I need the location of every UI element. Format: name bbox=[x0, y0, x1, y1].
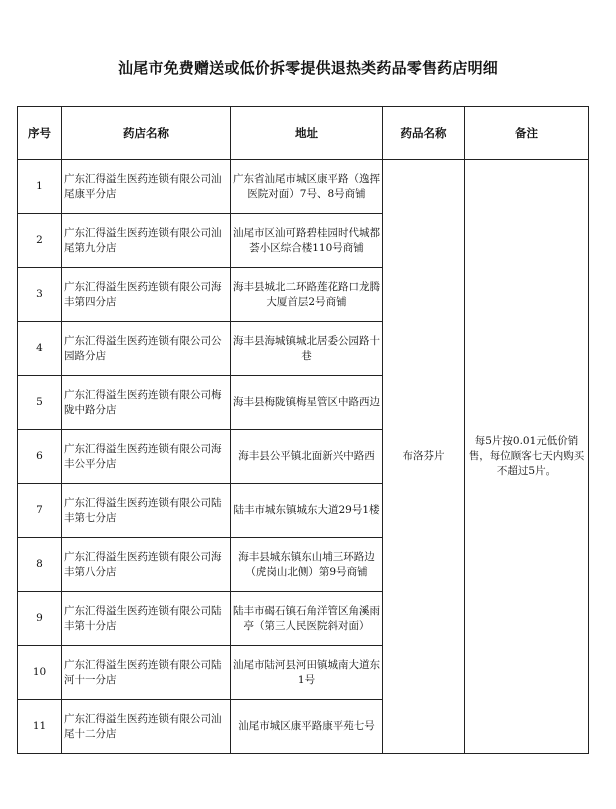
row-pharmacy-name: 广东汇得溢生医药连锁有限公司汕尾第九分店 bbox=[62, 214, 231, 268]
row-pharmacy-name: 广东汇得溢生医药连锁有限公司汕尾康平分店 bbox=[62, 160, 231, 214]
row-pharmacy-name: 广东汇得溢生医药连锁有限公司汕尾十二分店 bbox=[62, 700, 231, 754]
row-pharmacy-name: 广东汇得溢生医药连锁有限公司梅陇中路分店 bbox=[62, 376, 231, 430]
row-address: 海丰县梅陇镇梅星管区中路西边 bbox=[231, 376, 383, 430]
row-address: 海丰县公平镇北面新兴中路西 bbox=[231, 430, 383, 484]
row-seq: 8 bbox=[18, 538, 62, 592]
row-pharmacy-name: 广东汇得溢生医药连锁有限公司海丰公平分店 bbox=[62, 430, 231, 484]
row-seq: 5 bbox=[18, 376, 62, 430]
row-seq: 9 bbox=[18, 592, 62, 646]
row-pharmacy-name: 广东汇得溢生医药连锁有限公司陆河十一分店 bbox=[62, 646, 231, 700]
row-pharmacy-name: 广东汇得溢生医药连锁有限公司公园路分店 bbox=[62, 322, 231, 376]
row-seq: 2 bbox=[18, 214, 62, 268]
row-pharmacy-name: 广东汇得溢生医药连锁有限公司陆丰第七分店 bbox=[62, 484, 231, 538]
row-address: 汕尾市区汕可路碧桂园时代城都荟小区综合楼110号商铺 bbox=[231, 214, 383, 268]
header-pharmacy: 药店名称 bbox=[62, 107, 231, 160]
row-seq: 11 bbox=[18, 700, 62, 754]
row-pharmacy-name: 广东汇得溢生医药连锁有限公司陆丰第十分店 bbox=[62, 592, 231, 646]
header-remark: 备注 bbox=[465, 107, 589, 160]
row-address: 海丰县海城镇城北居委公园路十巷 bbox=[231, 322, 383, 376]
header-drug: 药品名称 bbox=[383, 107, 465, 160]
row-address: 汕尾市陆河县河田镇城南大道东1号 bbox=[231, 646, 383, 700]
page-title: 汕尾市免费赠送或低价拆零提供退热类药品零售药店明细 bbox=[117, 59, 498, 77]
row-seq: 10 bbox=[18, 646, 62, 700]
row-pharmacy-name: 广东汇得溢生医药连锁有限公司海丰第四分店 bbox=[62, 268, 231, 322]
drug-name-cell: 布洛芬片 bbox=[383, 160, 465, 754]
row-seq: 7 bbox=[18, 484, 62, 538]
row-seq: 3 bbox=[18, 268, 62, 322]
table-row bbox=[18, 160, 589, 214]
row-seq: 4 bbox=[18, 322, 62, 376]
pharmacy-table bbox=[17, 106, 589, 754]
row-address: 广东省汕尾市城区康平路（逸挥医院对面）7号、8号商铺 bbox=[231, 160, 383, 214]
row-address: 陆丰市城东镇城东大道29号1楼 bbox=[231, 484, 383, 538]
row-address: 陆丰市碣石镇石角洋管区角溪雨亭（第三人民医院斜对面） bbox=[231, 592, 383, 646]
row-address: 海丰县城东镇东山埔三环路边（虎岗山北侧）第9号商铺 bbox=[231, 538, 383, 592]
row-pharmacy-name: 广东汇得溢生医药连锁有限公司海丰第八分店 bbox=[62, 538, 231, 592]
row-seq: 1 bbox=[18, 160, 62, 214]
row-seq: 6 bbox=[18, 430, 62, 484]
row-address: 海丰县城北二环路莲花路口龙腾大厦首层2号商铺 bbox=[231, 268, 383, 322]
table-header-row bbox=[18, 107, 589, 160]
header-address: 地址 bbox=[231, 107, 383, 160]
header-seq: 序号 bbox=[18, 107, 62, 160]
remark-cell: 每5片按0.01元低价销售，每位顾客七天内购买不超过5片。 bbox=[465, 160, 589, 754]
row-address: 汕尾市城区康平路康平苑七号 bbox=[231, 700, 383, 754]
